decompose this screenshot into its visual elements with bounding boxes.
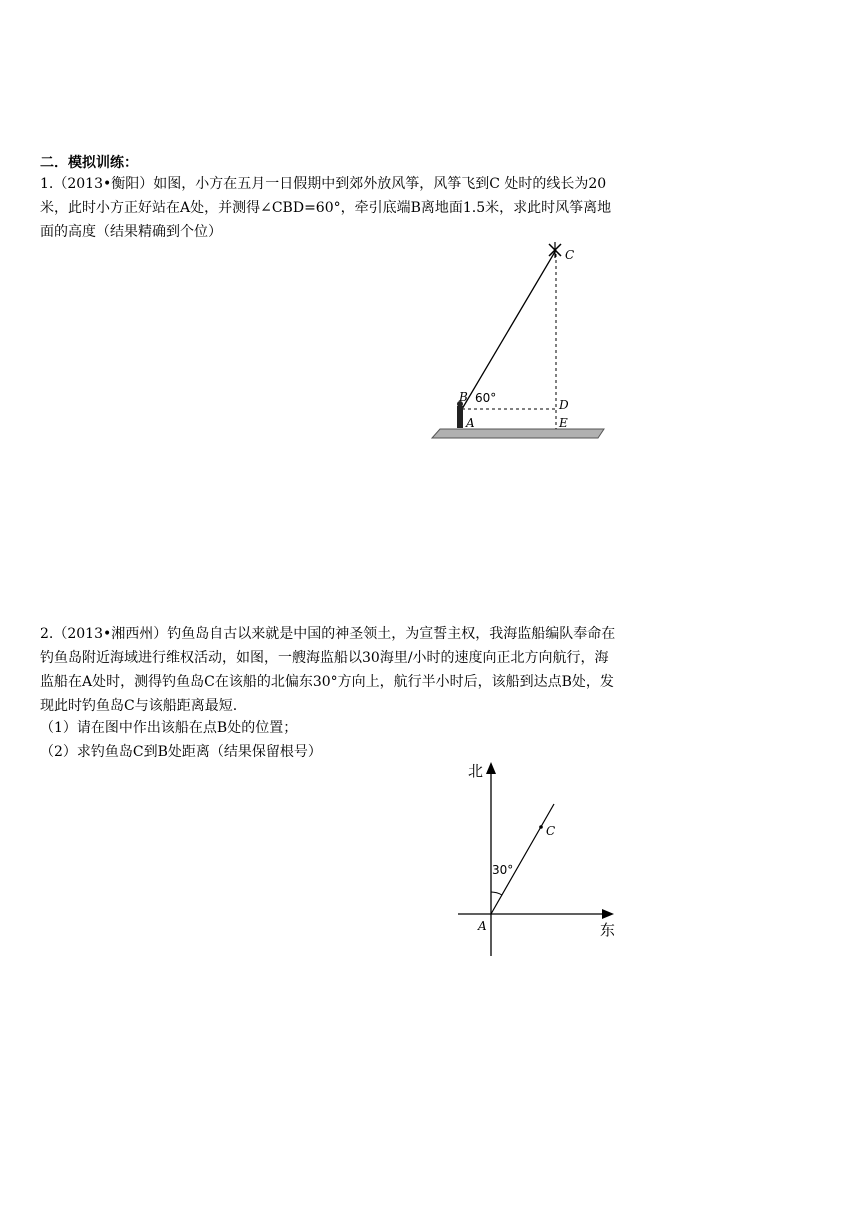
label-D: D (559, 398, 569, 412)
section-title: 二．模拟训练： (40, 155, 138, 171)
angle-label-30: 30° (492, 863, 514, 877)
east-arrow-icon (602, 909, 614, 919)
north-label: 北 (468, 762, 484, 780)
bearing-ray (491, 804, 554, 914)
label-C2: C (546, 824, 556, 838)
problem-2-sub1: （1）请在图中作出该船在点B处的位置； (40, 720, 298, 736)
angle-label: 60° (475, 391, 497, 405)
label-E: E (559, 416, 568, 430)
problem-2-text: 2.（2013•湘西州）钓鱼岛自古以来就是中国的神圣领土，为宣誓主权，我海监船编队奉命在钓鱼岛附近海域进行维权活动，如图，一艘海监船以30海里/小时的速度向正北方向航行，海监船在A处时，测得钓鱼岛C在该船的北偏东30°方向上，航行半小时后，该船到达点B处，发现此时钓鱼岛C与该船距离最短. (40, 626, 616, 714)
label-C: C (565, 248, 575, 262)
label-B: B (459, 390, 468, 404)
angle-arc (491, 892, 502, 895)
problem-1-text: 1.（2013•衡阳）如图，小方在五月一日假期中到郊外放风筝，风筝飞到C 处时的线长为20米，此时小方正好站在A处，并测得∠CBD=60°，牵引底端B离地面1.5米，求此时风筝离地面的高度（结果精确到个位） (40, 176, 612, 240)
label-A: A (466, 416, 475, 430)
problem-2-sub2: （2）求钓鱼岛C到B处距离（结果保留根号） (40, 744, 322, 760)
label-A2: A (478, 919, 487, 933)
east-label: 东 (600, 921, 616, 939)
point-C (539, 825, 543, 829)
north-arrow-icon (486, 762, 496, 774)
